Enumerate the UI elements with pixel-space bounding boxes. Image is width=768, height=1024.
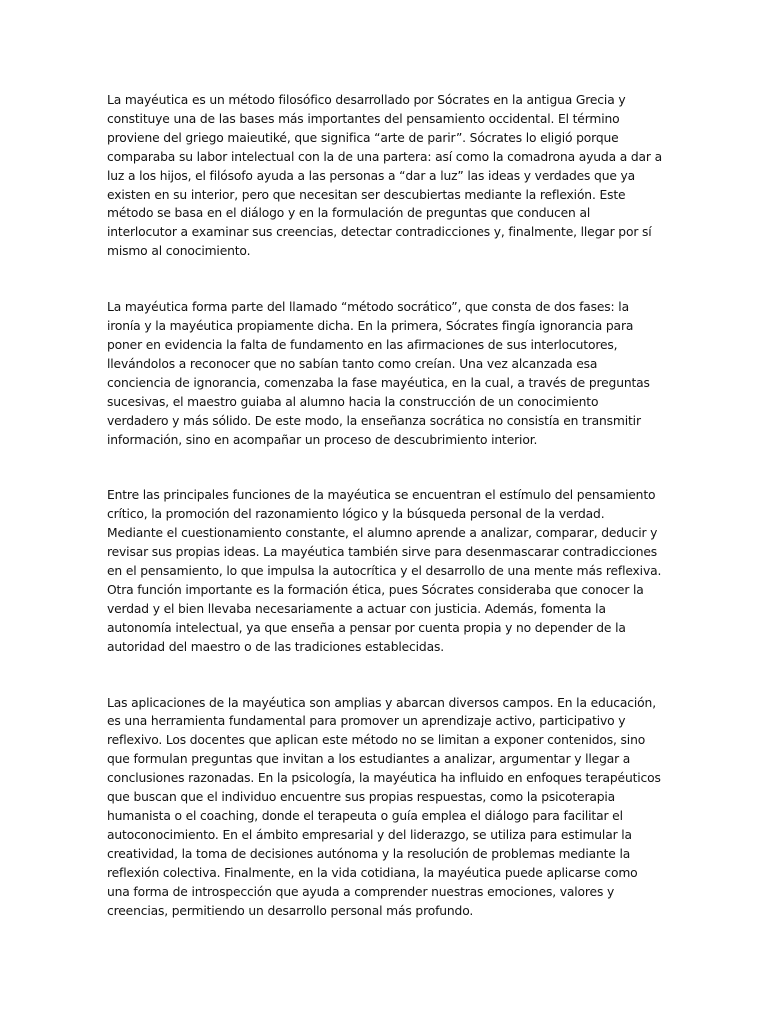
- paragraph-3: Entre las principales funciones de la mayéutica se encuentran el estímulo del pensamiento crítico, la promoción del razonamiento lógico y la búsqueda personal de la verdad. Mediante el cuestionamiento constante, el alumno aprende a analizar, comparar, deducir y revisar sus propias ideas. La mayéutica también sirve para desenmascarar contradicciones en el pensamiento, lo que impulsa la autocrítica y el desarrollo de una mente más reflexiva. Otra función importante es la formación ética, pues Sócrates consideraba que conocer la verdad y el bien llevaba necesariamente a actuar con justicia. Además, fomenta la autonomía intelectual, ya que enseña a pensar por cuenta propia y no depender de la autoridad del maestro o de las tradiciones establecidas.: [107, 488, 662, 654]
- paragraph-4: Las aplicaciones de la mayéutica son amplias y abarcan diversos campos. En la educación, es una herramienta fundamental para promover un aprendizaje activo, participativo y reflexivo. Los docentes que aplican este método no se limitan a exponer contenidos, sino que formulan preguntas que invitan a los estudiantes a analizar, argumentar y llegar a conclusiones razonadas. En la psicología, la mayéutica ha influido en enfoques terapéuticos que buscan que el individuo encuentre sus propias respuestas, como la psicoterapia humanista o el coaching, donde el terapeuta o guía emplea el diálogo para facilitar el autoconocimiento. En el ámbito empresarial y del liderazgo, se utiliza para estimular la creatividad, la toma de decisiones autónoma y la resolución de problemas mediante la reflexión colectiva. Finalmente, en la vida cotidiana, la mayéutica puede aplicarse como una forma de introspección que ayuda a comprender nuestras emociones, valores y creencias, permitiendo un desarrollo personal más profundo.: [107, 695, 661, 918]
- document-body: [107, 91, 663, 920]
- paragraph-2: La mayéutica forma parte del llamado “método socrático”, que consta de dos fases: la ironía y la mayéutica propiamente dicha. En la primera, Sócrates fingía ignorancia para poner en evidencia la falta de fundamento en las afirmaciones de sus interlocutores, llevándolos a reconocer que no sabían tanto como creían. Una vez alcanzada esa conciencia de ignorancia, comenzaba la fase mayéutica, en la cual, a través de preguntas sucesivas, el maestro guiaba al alumno hacia la construcción de un conocimiento verdadero y más sólido. De este modo, la enseñanza socrática no consistía en transmitir información, sino en acompañar un proceso de descubrimiento interior.: [107, 300, 650, 447]
- paragraph-1: La mayéutica es un método filosófico desarrollado por Sócrates en la antigua Grecia y constituye una de las bases más importantes del pensamiento occidental. El término proviene del griego maieutiké, que significa “arte de parir”. Sócrates lo eligió porque comparaba su labor intelectual con la de una partera: así como la comadrona ayuda a dar a luz a los hijos, el filósofo ayuda a las personas a “dar a luz” las ideas y verdades que ya existen en su interior, pero que necesitan ser descubiertas mediante la reflexión. Este método se basa en el diálogo y en la formulación de preguntas que conducen al interlocutor a examinar sus creencias, detectar contradicciones y, finalmente, llegar por sí mismo al conocimiento.: [107, 93, 662, 259]
